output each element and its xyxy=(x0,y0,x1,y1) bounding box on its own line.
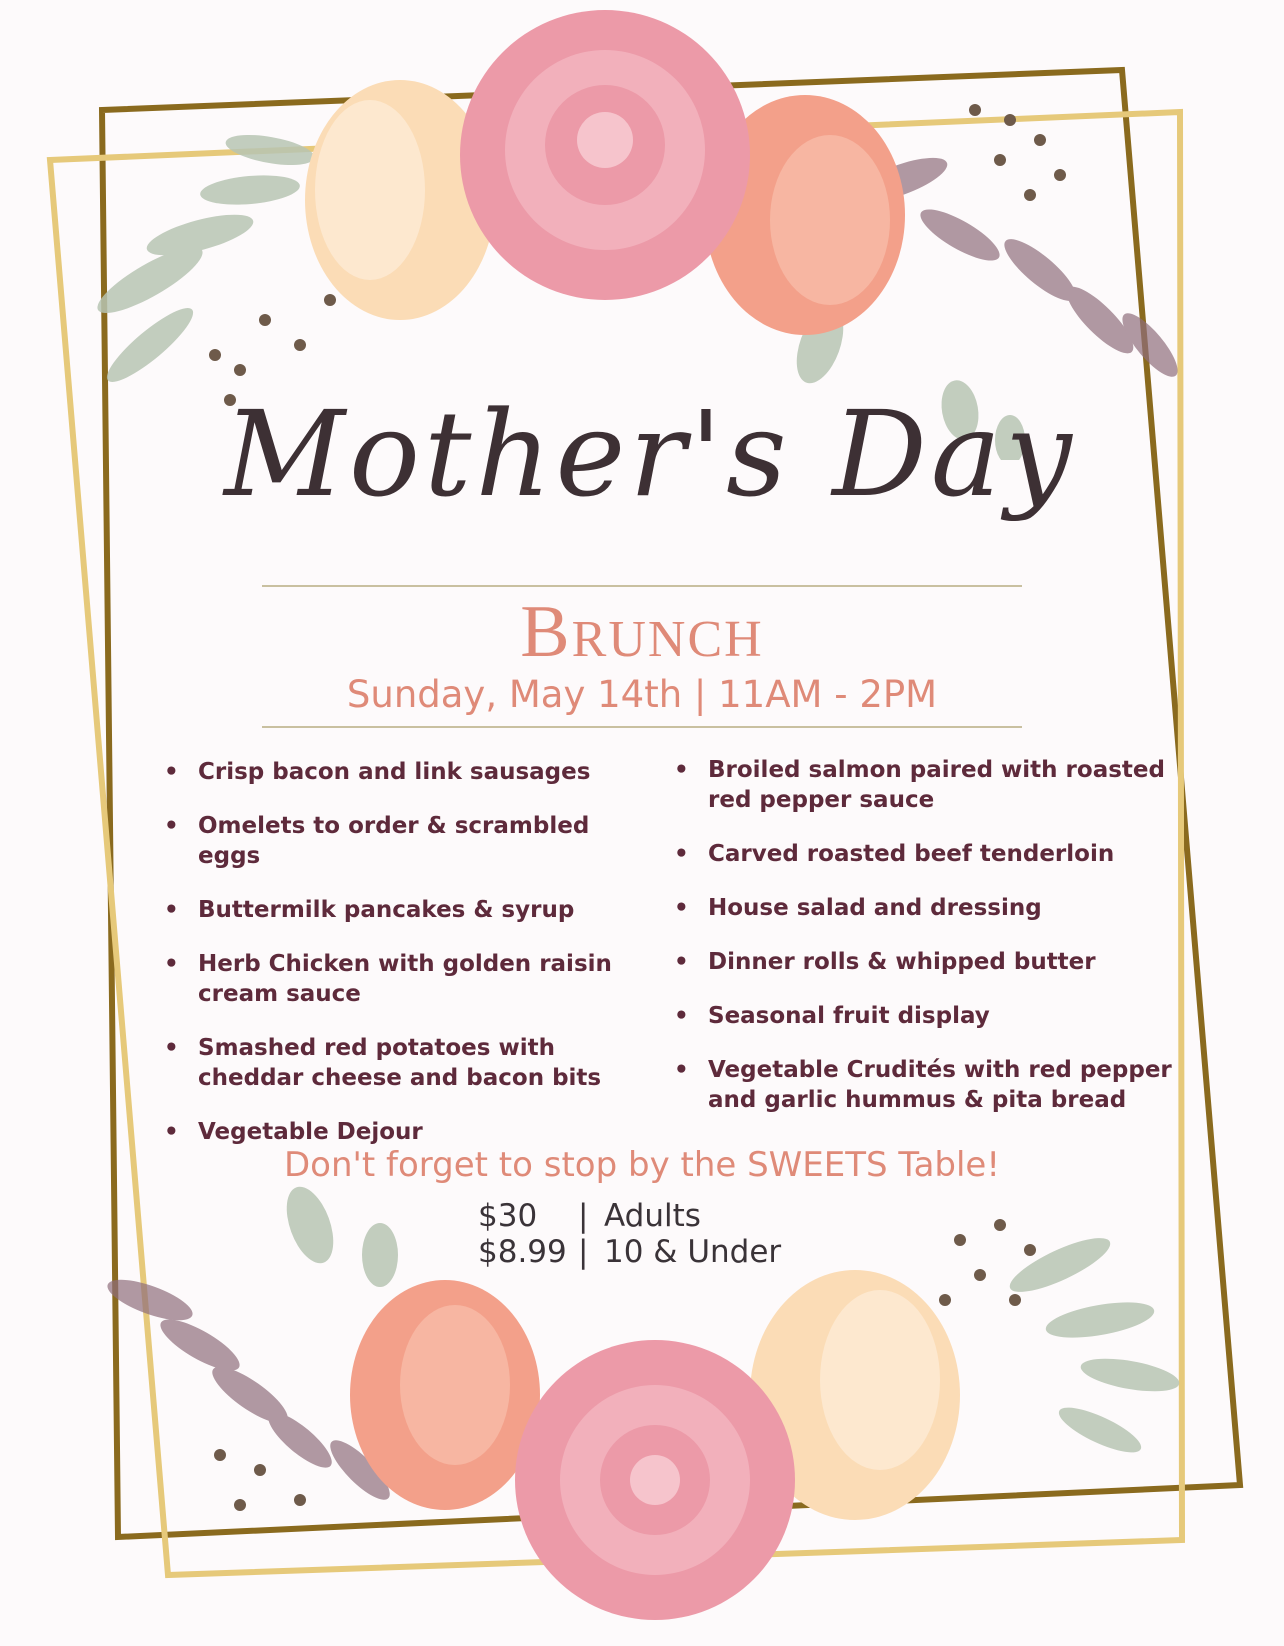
sweets-table-note: Don't forget to stop by the SWEETS Table! xyxy=(284,1145,1000,1185)
menu-item: • House salad and dressing xyxy=(670,893,1190,923)
price-row-children xyxy=(478,1234,781,1270)
menu-item: • Crisp bacon and link sausages xyxy=(160,757,650,787)
menu-item: • Dinner rolls & whipped butter xyxy=(670,947,1190,977)
menu-list-left xyxy=(160,757,650,1171)
pink-rose-icon xyxy=(515,1340,795,1620)
menu-item: • Herb Chicken with golden raisin cream sauce xyxy=(160,949,650,1009)
menu-item: • Broiled salmon paired with roasted red pepper sauce xyxy=(670,755,1190,815)
menu-item: • Vegetable Dejour xyxy=(160,1117,650,1147)
price-label: 10 & Under xyxy=(604,1234,782,1270)
price-separator: | xyxy=(578,1234,589,1270)
price-label: Adults xyxy=(604,1198,701,1234)
menu-item: • Carved roasted beef tenderloin xyxy=(670,839,1190,869)
brunch-subtitle: Brunch xyxy=(520,591,764,673)
price-row-adults xyxy=(478,1198,781,1234)
divider-bottom xyxy=(262,726,1022,728)
menu-item: • Vegetable Crudités with red pepper and garlic hummus & pita bread xyxy=(670,1055,1190,1115)
peach-flower-icon xyxy=(350,1280,540,1510)
price-amount: $30 xyxy=(478,1198,538,1234)
price-separator: | xyxy=(578,1198,589,1234)
menu-list-right xyxy=(670,755,1190,1139)
event-date-time: Sunday, May 14th | 11AM - 2PM xyxy=(346,673,938,716)
menu-item: • Omelets to order & scrambled eggs xyxy=(160,811,650,871)
page-title: Mother's Day xyxy=(224,385,1076,523)
divider-top xyxy=(262,585,1022,587)
menu-item: • Smashed red potatoes with cheddar cheese and bacon bits xyxy=(160,1033,650,1093)
menu-item: • Seasonal fruit display xyxy=(670,1001,1190,1031)
price-list xyxy=(478,1198,781,1270)
menu-item: • Buttermilk pancakes & syrup xyxy=(160,895,650,925)
price-amount: $8.99 xyxy=(478,1234,567,1270)
